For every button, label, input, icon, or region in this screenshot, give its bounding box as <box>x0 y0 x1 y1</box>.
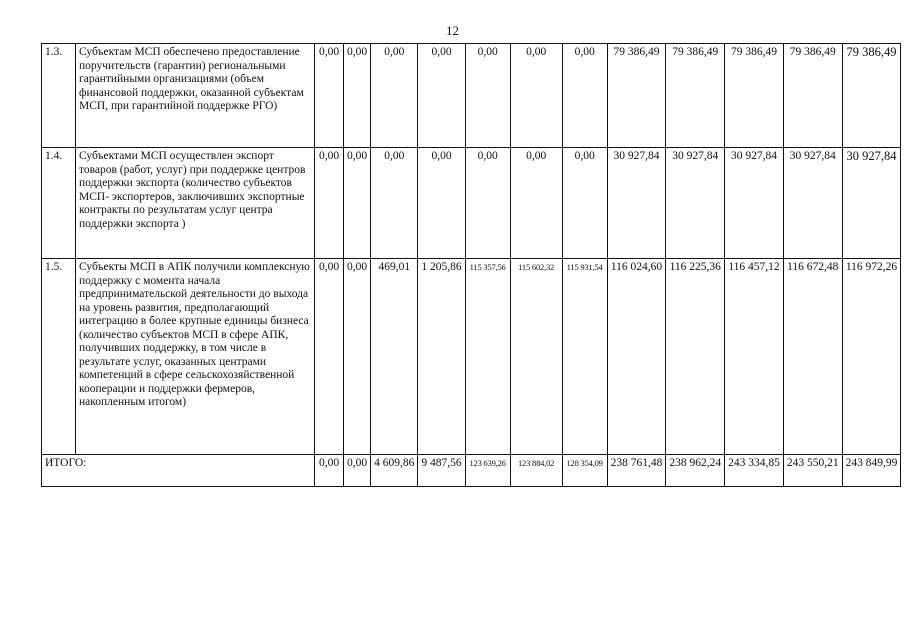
value-cell: 0,00 <box>510 44 562 148</box>
value-cell: 469,01 <box>371 259 418 455</box>
value-cell: 116 672,48 <box>783 259 842 455</box>
value-cell: 115 931,54 <box>562 259 607 455</box>
value-cell: 0,00 <box>344 148 371 259</box>
value-cell: 0,00 <box>510 148 562 259</box>
total-value-cell: 238 761,48 <box>607 455 666 487</box>
value-cell: 0,00 <box>562 44 607 148</box>
value-cell: 30 927,84 <box>725 148 784 259</box>
value-cell: 0,00 <box>344 44 371 148</box>
value-cell: 0,00 <box>562 148 607 259</box>
value-cell: 30 927,84 <box>783 148 842 259</box>
value-cell: 0,00 <box>418 44 465 148</box>
value-cell: 0,00 <box>465 44 510 148</box>
total-value-cell: 243 334,85 <box>725 455 784 487</box>
total-value-cell: 128 354,09 <box>562 455 607 487</box>
row-index: 1.3. <box>42 44 76 148</box>
value-cell: 30 927,84 <box>666 148 725 259</box>
total-row <box>42 455 901 487</box>
row-description: Субъектами МСП осуществлен экспорт товаров (работ, услуг) при поддержке центров поддержки экспорта (количество субъектов МСП- экспортеров, заключивших экспортные контракты по результатам услуг центра поддержки экспорта ) <box>76 148 315 259</box>
total-value-cell: 9 487,56 <box>418 455 465 487</box>
value-cell: 0,00 <box>315 259 344 455</box>
value-cell: 116 225,36 <box>666 259 725 455</box>
total-value-cell: 123 639,26 <box>465 455 510 487</box>
total-value-cell: 243 550,21 <box>783 455 842 487</box>
value-cell: 30 927,84 <box>607 148 666 259</box>
total-value-cell: 0,00 <box>344 455 371 487</box>
value-cell: 1 205,86 <box>418 259 465 455</box>
total-value-cell: 0,00 <box>315 455 344 487</box>
value-cell: 0,00 <box>315 44 344 148</box>
value-cell: 116 972,26 <box>842 259 901 455</box>
total-value-cell: 243 849,99 <box>842 455 901 487</box>
value-cell: 79 386,49 <box>783 44 842 148</box>
value-cell: 0,00 <box>465 148 510 259</box>
table-row <box>42 148 901 259</box>
value-cell: 0,00 <box>371 148 418 259</box>
table-row <box>42 44 901 148</box>
value-cell: 79 386,49 <box>725 44 784 148</box>
value-cell: 115 602,32 <box>510 259 562 455</box>
value-cell: 0,00 <box>344 259 371 455</box>
total-value-cell: 4 609,86 <box>371 455 418 487</box>
value-cell: 79 386,49 <box>607 44 666 148</box>
row-description: Субъекты МСП в АПК получили комплексную поддержку с момента начала предпринимательской деятельности до выхода на уровень развития, предполагающий интеграцию в более крупные единицы бизнеса (количество субъектов МСП в сфере АПК, получивших поддержку, в том числе в результате услуг, оказанных центрами компетенций в сфере сельскохозяйственной кооперации и поддержки фермеров, накопленным итогом) <box>76 259 315 455</box>
value-cell: 0,00 <box>418 148 465 259</box>
value-cell: 116 457,12 <box>725 259 784 455</box>
row-description: Субъектам МСП обеспечено предоставление поручительств (гарантии) региональными гарантийными организациями (объем финансовой поддержки, оказанной субъектам МСП, при гарантийной поддержке РГО) <box>76 44 315 148</box>
total-label: ИТОГО: <box>42 455 315 487</box>
page-number: 12 <box>446 23 459 38</box>
value-cell: 79 386,49 <box>842 44 901 148</box>
row-index: 1.4. <box>42 148 76 259</box>
total-value-cell: 123 884,02 <box>510 455 562 487</box>
row-index: 1.5. <box>42 259 76 455</box>
total-value-cell: 238 962,24 <box>666 455 725 487</box>
value-cell: 79 386,49 <box>666 44 725 148</box>
value-cell: 0,00 <box>371 44 418 148</box>
value-cell: 115 357,56 <box>465 259 510 455</box>
value-cell: 30 927,84 <box>842 148 901 259</box>
table-row <box>42 259 901 455</box>
value-cell: 0,00 <box>315 148 344 259</box>
value-cell: 116 024,60 <box>607 259 666 455</box>
indicators-table <box>41 43 901 487</box>
